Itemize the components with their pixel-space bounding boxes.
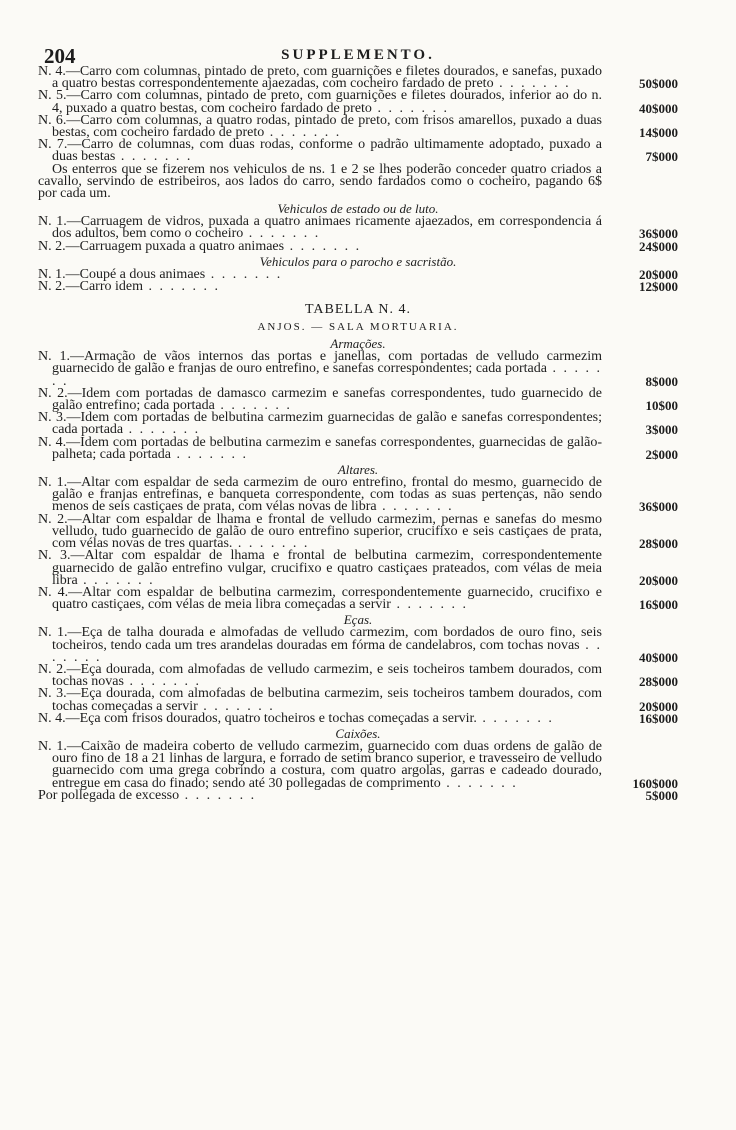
entry-price: 24$000: [639, 238, 678, 254]
leader-dots: . . . . . . .: [493, 76, 571, 92]
entry-text: N. 4.—Altar com espaldar de belbutina carmezim, correspondentemente guarnecido, crucifixo e quatro castiçaes, com vélas de meia libra começadas a servir: [38, 584, 602, 613]
entry-text: N. 1.—Armação de vãos internos das portas e janellas, com portadas de velludo carmezim guarnecido de galão e franjas de ouro entrefino, e sanefas correspondentes; cada portada: [38, 349, 602, 377]
leader-dots: . . . . . . .: [371, 100, 449, 116]
price-entry: [38, 238, 678, 254]
price-entry: [38, 738, 678, 791]
entry-text: N. 4.—Carro com columnas, pintado de preto, com guarnições e filetes dourados, e sanefas, puxado a quatro bestas correspondentemente ajaezadas, com cocheiro fardado de preto: [38, 64, 602, 92]
leader-dots: . . . . . . .: [52, 361, 603, 389]
table-title: TABELLA N. 4.: [305, 302, 411, 318]
entry-price: 16$000: [639, 597, 678, 613]
leader-dots: . . . . . . .: [284, 238, 362, 254]
price-entry: [38, 412, 678, 436]
price-entry: [38, 66, 678, 90]
leader-dots: . . . . . . .: [205, 266, 283, 282]
entry-price: 8$000: [645, 373, 678, 389]
ecas-list: [38, 627, 678, 725]
entry-price: 160$000: [632, 775, 678, 791]
entry-text: Por pollegada de excesso: [38, 787, 180, 803]
leader-dots: . . . . . . .: [52, 637, 602, 665]
entry-text: N. 1.—Altar com espaldar de seda carmezim de ouro entrefino, frontal do mesmo, guarnecido de galão e franjas entrefinas, e banqueta correspondente, com todas as suas pertenças, não sendo menos de seis castiçaes de prata, com vélas novas de libra: [38, 475, 602, 515]
caixoes-list: [38, 738, 678, 803]
leader-dots: . . . . . . .: [243, 226, 321, 242]
document-page: [38, 44, 678, 802]
entry-text: N. 1.—Eça de talha dourada e almofadas de velludo carmezim, com bordados de ouro fino, seis tocheiros, tendo cada um tres arandelas douradas em fórma de candelabros, com tochas novas: [38, 625, 602, 653]
parocho-list: [38, 266, 678, 295]
paragraph-note: Os enterros que se fizerem nos vehiculos de ns. 1 e 2 se lhes poderão conceder quatro criados a cavallo, servindo de estribeiros, aos lados do carro, sendo fardados como o cocheiro, pagando 6$ por cada um.: [38, 161, 602, 202]
price-entry: [38, 584, 678, 613]
leader-dots: . . . . . . .: [264, 125, 342, 141]
section-heading-altares: Altares.: [337, 462, 379, 478]
entry-price: 7$000: [645, 149, 678, 165]
price-entry: [38, 627, 678, 664]
leader-dots: . . . . . . .: [142, 279, 220, 295]
price-entry: [38, 688, 678, 712]
leader-dots: . . . . . . .: [232, 536, 310, 552]
entry-text: N. 3.—Idem com portadas de belbutina carmezim guarnecidas de galão e sanefas correspondentes; cada portada: [38, 410, 602, 438]
price-entry: [38, 385, 678, 414]
leader-dots: . . . . . . .: [77, 572, 155, 588]
entry-price: 20$000: [639, 698, 678, 714]
entry-price: 10$00: [645, 398, 678, 414]
price-entry: [38, 281, 678, 293]
entry-price: 3$000: [645, 422, 678, 438]
page-number: 204: [44, 44, 76, 68]
price-entry: [38, 351, 678, 388]
leader-dots: . . . . . . .: [179, 787, 257, 803]
leader-dots: . . . . . . .: [115, 149, 193, 165]
entry-price: 16$000: [639, 710, 678, 726]
entry-price: 2$000: [645, 446, 678, 462]
section-heading-estado: Vehiculos de estado ou de luto.: [277, 201, 439, 217]
vehicle-list: [38, 66, 678, 164]
entry-text: N. 1.—Coupé a dous animaes: [38, 266, 206, 282]
leader-dots: . . . . . . .: [440, 775, 518, 791]
entry-price: 28$000: [639, 536, 678, 552]
entry-text: N. 3.—Eça dourada, com almofadas de belbutina carmezim, seis tocheiros tambem dourados, com tochas começadas a servir: [38, 686, 602, 714]
entry-text: N. 2.—Altar com espaldar de lhama e frontal de velludo carmezim, pernas e sanefas do mesmo velludo, tudo guarnecido de galão de ouro entrefino superior, crucifixo e seis castiçaes de prata, com vélas novas de tres quartas.: [38, 511, 602, 552]
entry-text: N. 4.—Idem com portadas de belbutina carmezim e sanefas correspondentes, guarnecidas de galão-palheta; cada portada: [38, 434, 602, 462]
entry-text: N. 1.—Carruagem de vidros, puxada a quatro animaes ricamente ajaezados, em correspondencia á dos adultos, bem como o cocheiro: [38, 214, 602, 242]
entry-text: N. 3.—Altar com espaldar de lhama e frontal de belbutina carmezim, correspondentemente guarnecido de galão entrefino vulgar, crucifixo e quatro castiçaes prateados, com vélas de meia libra: [38, 548, 602, 588]
leader-dots: . . . . . . .: [476, 710, 554, 726]
entry-price: 12$000: [639, 279, 678, 295]
entry-price: 40$000: [639, 649, 678, 665]
section-heading-ecas: Eças.: [343, 612, 373, 628]
leader-dots: . . . . . . .: [170, 446, 248, 462]
entry-price: 40$000: [639, 100, 678, 116]
entry-price: 36$000: [639, 226, 678, 242]
entry-price: 5$000: [645, 787, 678, 803]
leader-dots: . . . . . . .: [123, 422, 201, 438]
entry-text: N. 4.—Eça com frisos dourados, quatro tocheiros e tochas começadas a servir.: [38, 710, 477, 726]
entry-text: N. 7.—Carro de columnas, com duas rodas, conforme o padrão ultimamente adoptado, puxado a duas bestas: [38, 137, 602, 165]
entry-price: 50$000: [639, 76, 678, 92]
entry-text: N. 1.—Caixão de madeira coberto de velludo carmezim, guarnecido com duas ordens de galão de ouro fino de 18 a 21 linhas de largura, e forrado de setim branco superior, e travesseiro de velludo guarnecido com uma grega cobrindo a costura, com quatro argolas, garras e cadeado dourado, entregue em casa do finado; sendo até 30 pollegadas de comprimento: [38, 738, 602, 791]
leader-dots: . . . . . . .: [390, 597, 468, 613]
leader-dots: . . . . . . .: [123, 674, 201, 690]
entry-text: N. 6.—Carro com columnas, a quatro rodas, pintado de preto, com frisos amarellos, puxado a duas bestas, com cocheiro fardado de preto: [38, 112, 602, 141]
entry-price: 20$000: [639, 572, 678, 588]
price-entry: [38, 661, 678, 690]
price-entry: [38, 139, 678, 163]
price-entry: [38, 550, 678, 587]
price-entry: [38, 787, 678, 803]
table-subtitle: ANJOS. — SALA MORTUARIA.: [257, 321, 459, 334]
entry-price: 14$000: [639, 125, 678, 141]
entry-price: 28$000: [639, 674, 678, 690]
price-entry: [38, 216, 678, 240]
page-header: [38, 44, 678, 66]
leader-dots: . . . . . . .: [376, 499, 454, 515]
entry-text: N. 2.—Idem com portadas de damasco carmezim e sanefas correspondentes, tudo guarnecido de galão entrefino; cada portada: [38, 385, 602, 414]
leader-dots: . . . . . . .: [214, 398, 292, 414]
entry-text: N. 2.—Carro idem: [38, 279, 143, 295]
running-title: SUPPLEMENTO.: [281, 47, 435, 63]
entry-text: N. 5.—Carro com columnas, pintado de preto, com guarnições e filetes dourados, inferior ao do n. 4, puxado a quatro bestas, com cocheiro fardado de preto: [38, 88, 602, 116]
altares-list: [38, 477, 678, 611]
entry-text: N. 2.—Carruagem puxada a quatro animaes: [38, 238, 285, 254]
entry-text: N. 2.—Eça dourada, com almofadas de velludo carmezim, e seis tocheiros tambem dourados, com tochas novas: [38, 661, 602, 690]
estado-list: [38, 216, 678, 253]
section-heading-caixoes: Caixões.: [335, 725, 381, 741]
section-heading-armacoes: Armações.: [330, 336, 386, 352]
section-heading-parocho: Vehiculos para o parocho e sacristão.: [259, 253, 457, 269]
price-entry: [38, 112, 678, 141]
entry-price: 36$000: [639, 499, 678, 515]
leader-dots: . . . . . . .: [197, 698, 275, 714]
price-entry: [38, 434, 678, 462]
price-entry: [38, 477, 678, 514]
price-entry: [38, 710, 678, 726]
armacoes-list: [38, 351, 678, 461]
entry-price: 20$000: [639, 266, 678, 282]
price-entry: [38, 90, 678, 114]
price-entry: [38, 511, 678, 552]
